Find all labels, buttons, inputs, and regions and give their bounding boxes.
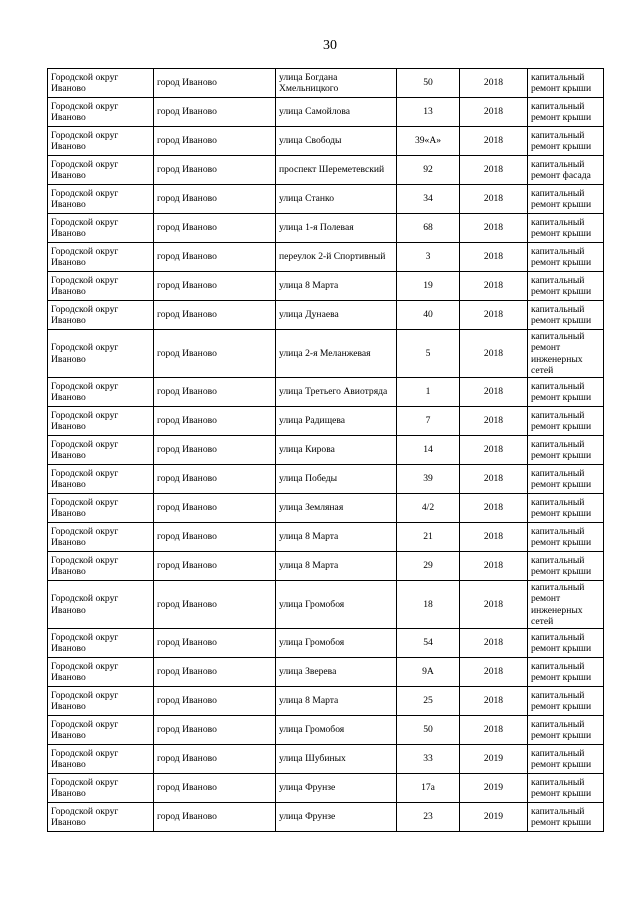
municipality-cell: Городской округ Иваново xyxy=(48,127,154,156)
municipality-cell: Городской округ Иваново xyxy=(48,552,154,581)
year-cell: 2018 xyxy=(460,716,528,745)
year-cell: 2018 xyxy=(460,98,528,127)
street-cell: улица Громобоя xyxy=(276,581,397,629)
work-type-cell: капитальный ремонт крыши xyxy=(528,523,604,552)
city-cell: город Иваново xyxy=(154,436,276,465)
year-cell: 2018 xyxy=(460,378,528,407)
city-cell: город Иваново xyxy=(154,301,276,330)
year-cell: 2018 xyxy=(460,69,528,98)
year-cell: 2019 xyxy=(460,745,528,774)
house-cell: 18 xyxy=(397,581,460,629)
municipality-cell: Городской округ Иваново xyxy=(48,378,154,407)
work-type-cell: капитальный ремонт крыши xyxy=(528,214,604,243)
house-cell: 50 xyxy=(397,716,460,745)
year-cell: 2018 xyxy=(460,629,528,658)
street-cell: улица 2-я Меланжевая xyxy=(276,330,397,378)
street-cell: улица Фрунзе xyxy=(276,803,397,832)
work-type-cell: капитальный ремонт крыши xyxy=(528,378,604,407)
work-type-cell: капитальный ремонт инженерных сетей xyxy=(528,581,604,629)
city-cell: город Иваново xyxy=(154,69,276,98)
city-cell: город Иваново xyxy=(154,243,276,272)
house-cell: 5 xyxy=(397,330,460,378)
work-type-cell: капитальный ремонт крыши xyxy=(528,552,604,581)
municipality-cell: Городской округ Иваново xyxy=(48,272,154,301)
city-cell: город Иваново xyxy=(154,629,276,658)
city-cell: город Иваново xyxy=(154,494,276,523)
street-cell: улица 8 Марта xyxy=(276,272,397,301)
year-cell: 2018 xyxy=(460,494,528,523)
work-type-cell: капитальный ремонт крыши xyxy=(528,185,604,214)
work-type-cell: капитальный ремонт крыши xyxy=(528,127,604,156)
house-cell: 39 xyxy=(397,465,460,494)
table-row xyxy=(48,552,604,581)
work-type-cell: капитальный ремонт крыши xyxy=(528,98,604,127)
table-row xyxy=(48,581,604,629)
year-cell: 2018 xyxy=(460,214,528,243)
street-cell: улица Дунаева xyxy=(276,301,397,330)
city-cell: город Иваново xyxy=(154,127,276,156)
city-cell: город Иваново xyxy=(154,552,276,581)
house-cell: 23 xyxy=(397,803,460,832)
house-cell: 21 xyxy=(397,523,460,552)
work-type-cell: капитальный ремонт крыши xyxy=(528,716,604,745)
table-row xyxy=(48,127,604,156)
municipality-cell: Городской округ Иваново xyxy=(48,716,154,745)
city-cell: город Иваново xyxy=(154,716,276,745)
house-cell: 3 xyxy=(397,243,460,272)
house-cell: 40 xyxy=(397,301,460,330)
year-cell: 2018 xyxy=(460,581,528,629)
street-cell: переулок 2-й Спортивный xyxy=(276,243,397,272)
street-cell: проспект Шереметевский xyxy=(276,156,397,185)
year-cell: 2018 xyxy=(460,687,528,716)
municipality-cell: Городской округ Иваново xyxy=(48,745,154,774)
work-type-cell: капитальный ремонт инженерных сетей xyxy=(528,330,604,378)
house-cell: 7 xyxy=(397,407,460,436)
work-type-cell: капитальный ремонт крыши xyxy=(528,272,604,301)
street-cell: улица Богдана Хмельницкого xyxy=(276,69,397,98)
street-cell: улица Земляная xyxy=(276,494,397,523)
municipality-cell: Городской округ Иваново xyxy=(48,407,154,436)
city-cell: город Иваново xyxy=(154,745,276,774)
city-cell: город Иваново xyxy=(154,658,276,687)
year-cell: 2018 xyxy=(460,465,528,494)
house-cell: 9А xyxy=(397,658,460,687)
street-cell: улица 8 Марта xyxy=(276,523,397,552)
municipality-cell: Городской округ Иваново xyxy=(48,629,154,658)
street-cell: улица Громобоя xyxy=(276,716,397,745)
city-cell: город Иваново xyxy=(154,687,276,716)
city-cell: город Иваново xyxy=(154,407,276,436)
municipality-cell: Городской округ Иваново xyxy=(48,581,154,629)
table-row xyxy=(48,523,604,552)
year-cell: 2018 xyxy=(460,301,528,330)
street-cell: улица Громобоя xyxy=(276,629,397,658)
work-type-cell: капитальный ремонт крыши xyxy=(528,803,604,832)
work-type-cell: капитальный ремонт крыши xyxy=(528,494,604,523)
work-type-cell: капитальный ремонт крыши xyxy=(528,465,604,494)
house-cell: 33 xyxy=(397,745,460,774)
table-row xyxy=(48,185,604,214)
table-row xyxy=(48,156,604,185)
table-row xyxy=(48,716,604,745)
work-type-cell: капитальный ремонт крыши xyxy=(528,301,604,330)
year-cell: 2019 xyxy=(460,774,528,803)
street-cell: улица 8 Марта xyxy=(276,687,397,716)
table-row xyxy=(48,803,604,832)
street-cell: улица Самойлова xyxy=(276,98,397,127)
municipality-cell: Городской округ Иваново xyxy=(48,436,154,465)
municipality-cell: Городской округ Иваново xyxy=(48,465,154,494)
municipality-cell: Городской округ Иваново xyxy=(48,523,154,552)
table-row xyxy=(48,687,604,716)
municipality-cell: Городской округ Иваново xyxy=(48,330,154,378)
city-cell: город Иваново xyxy=(154,272,276,301)
work-type-cell: капитальный ремонт крыши xyxy=(528,407,604,436)
municipality-cell: Городской округ Иваново xyxy=(48,98,154,127)
city-cell: город Иваново xyxy=(154,98,276,127)
repair-schedule-table xyxy=(47,68,604,832)
year-cell: 2018 xyxy=(460,523,528,552)
municipality-cell: Городской округ Иваново xyxy=(48,243,154,272)
street-cell: улица Победы xyxy=(276,465,397,494)
city-cell: город Иваново xyxy=(154,378,276,407)
city-cell: город Иваново xyxy=(154,156,276,185)
table-row xyxy=(48,407,604,436)
table-row xyxy=(48,214,604,243)
table-row xyxy=(48,774,604,803)
house-cell: 92 xyxy=(397,156,460,185)
work-type-cell: капитальный ремонт крыши xyxy=(528,658,604,687)
street-cell: улица Зверева xyxy=(276,658,397,687)
house-cell: 19 xyxy=(397,272,460,301)
street-cell: улица Фрунзе xyxy=(276,774,397,803)
city-cell: город Иваново xyxy=(154,774,276,803)
year-cell: 2018 xyxy=(460,436,528,465)
year-cell: 2018 xyxy=(460,658,528,687)
table-row xyxy=(48,98,604,127)
work-type-cell: капитальный ремонт крыши xyxy=(528,629,604,658)
work-type-cell: капитальный ремонт крыши xyxy=(528,436,604,465)
house-cell: 68 xyxy=(397,214,460,243)
house-cell: 1 xyxy=(397,378,460,407)
municipality-cell: Городской округ Иваново xyxy=(48,803,154,832)
table-row xyxy=(48,465,604,494)
street-cell: улица Третьего Авиотряда xyxy=(276,378,397,407)
street-cell: улица Кирова xyxy=(276,436,397,465)
work-type-cell: капитальный ремонт крыши xyxy=(528,774,604,803)
year-cell: 2018 xyxy=(460,156,528,185)
table-row xyxy=(48,494,604,523)
municipality-cell: Городской округ Иваново xyxy=(48,301,154,330)
table-row xyxy=(48,69,604,98)
city-cell: город Иваново xyxy=(154,523,276,552)
municipality-cell: Городской округ Иваново xyxy=(48,185,154,214)
work-type-cell: капитальный ремонт крыши xyxy=(528,69,604,98)
street-cell: улица Станко xyxy=(276,185,397,214)
table-row xyxy=(48,243,604,272)
table-row xyxy=(48,330,604,378)
house-cell: 13 xyxy=(397,98,460,127)
house-cell: 34 xyxy=(397,185,460,214)
year-cell: 2018 xyxy=(460,272,528,301)
table-row xyxy=(48,272,604,301)
city-cell: город Иваново xyxy=(154,214,276,243)
street-cell: улица Свободы xyxy=(276,127,397,156)
house-cell: 54 xyxy=(397,629,460,658)
municipality-cell: Городской округ Иваново xyxy=(48,687,154,716)
year-cell: 2018 xyxy=(460,330,528,378)
municipality-cell: Городской округ Иваново xyxy=(48,658,154,687)
house-cell: 17а xyxy=(397,774,460,803)
city-cell: город Иваново xyxy=(154,581,276,629)
year-cell: 2018 xyxy=(460,127,528,156)
table-row xyxy=(48,301,604,330)
work-type-cell: капитальный ремонт крыши xyxy=(528,243,604,272)
municipality-cell: Городской округ Иваново xyxy=(48,214,154,243)
page-number: 30 xyxy=(323,38,337,53)
house-cell: 39«А» xyxy=(397,127,460,156)
house-cell: 50 xyxy=(397,69,460,98)
house-cell: 14 xyxy=(397,436,460,465)
municipality-cell: Городской округ Иваново xyxy=(48,774,154,803)
year-cell: 2018 xyxy=(460,407,528,436)
work-type-cell: капитальный ремонт крыши xyxy=(528,687,604,716)
year-cell: 2018 xyxy=(460,185,528,214)
table-row xyxy=(48,629,604,658)
year-cell: 2018 xyxy=(460,552,528,581)
house-cell: 4/2 xyxy=(397,494,460,523)
work-type-cell: капитальный ремонт фасада xyxy=(528,156,604,185)
city-cell: город Иваново xyxy=(154,185,276,214)
municipality-cell: Городской округ Иваново xyxy=(48,494,154,523)
year-cell: 2018 xyxy=(460,243,528,272)
work-type-cell: капитальный ремонт крыши xyxy=(528,745,604,774)
street-cell: улица Радищева xyxy=(276,407,397,436)
city-cell: город Иваново xyxy=(154,465,276,494)
house-cell: 29 xyxy=(397,552,460,581)
table-row xyxy=(48,436,604,465)
table-row xyxy=(48,378,604,407)
municipality-cell: Городской округ Иваново xyxy=(48,69,154,98)
year-cell: 2019 xyxy=(460,803,528,832)
city-cell: город Иваново xyxy=(154,330,276,378)
table-row xyxy=(48,658,604,687)
street-cell: улица 1-я Полевая xyxy=(276,214,397,243)
table-body xyxy=(48,69,604,832)
street-cell: улица 8 Марта xyxy=(276,552,397,581)
street-cell: улица Шубиных xyxy=(276,745,397,774)
house-cell: 25 xyxy=(397,687,460,716)
table-row xyxy=(48,745,604,774)
municipality-cell: Городской округ Иваново xyxy=(48,156,154,185)
city-cell: город Иваново xyxy=(154,803,276,832)
